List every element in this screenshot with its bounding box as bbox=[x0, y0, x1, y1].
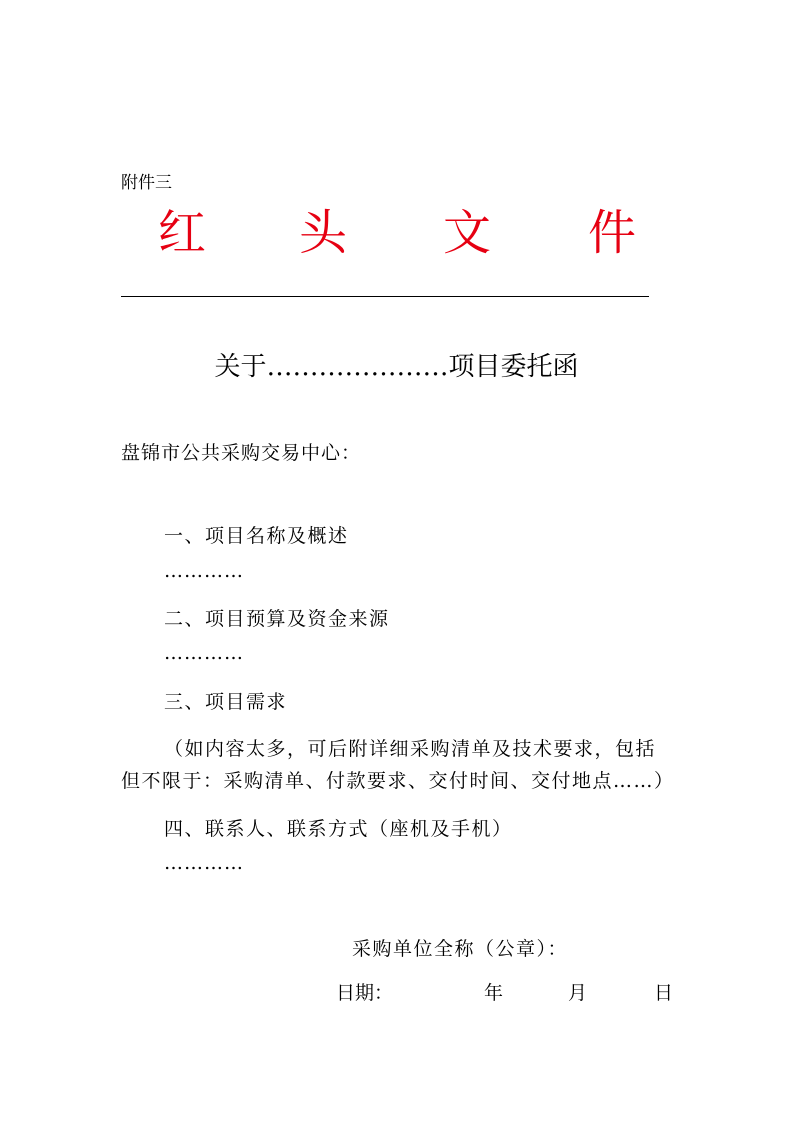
document-title bbox=[0, 345, 793, 389]
red-header-char-1: 红 bbox=[158, 205, 207, 261]
date-label: 日期： bbox=[336, 982, 394, 1004]
title-prefix: 关于 bbox=[214, 352, 267, 382]
title-dots: ………………… bbox=[266, 352, 449, 382]
title-suffix: 项目委托函 bbox=[448, 352, 579, 382]
section-2-content: ………… bbox=[164, 642, 244, 664]
section-4-content: ………… bbox=[164, 852, 244, 874]
attachment-label: 附件三 bbox=[121, 173, 172, 193]
red-header-title bbox=[0, 198, 793, 268]
section-3-heading: 三、项目需求 bbox=[164, 691, 288, 713]
date-line bbox=[0, 978, 793, 1008]
red-header-char-4: 件 bbox=[588, 205, 637, 261]
requirements-note-line-1: （如内容太多，可后附详细采购清单及技术要求，包括 bbox=[164, 738, 657, 760]
date-day: 日 bbox=[654, 982, 674, 1004]
section-1-heading: 一、项目名称及概述 bbox=[164, 525, 349, 547]
section-4-heading: 四、联系人、联系方式（座机及手机） bbox=[164, 818, 513, 840]
date-month: 月 bbox=[568, 982, 588, 1004]
signing-unit-label: 采购单位全称（公章）： bbox=[352, 938, 569, 960]
requirements-note bbox=[121, 733, 681, 797]
red-header-char-2: 头 bbox=[299, 205, 348, 261]
requirements-note-line-2: 但不限于：采购清单、付款要求、交付时间、交付地点……） bbox=[121, 770, 675, 792]
header-divider bbox=[121, 296, 649, 297]
red-header-char-3: 文 bbox=[443, 205, 492, 261]
date-year: 年 bbox=[484, 982, 504, 1004]
section-2-heading: 二、项目预算及资金来源 bbox=[164, 608, 390, 630]
addressee: 盘锦市公共采购交易中心： bbox=[121, 442, 362, 464]
section-1-content: ………… bbox=[164, 560, 244, 582]
